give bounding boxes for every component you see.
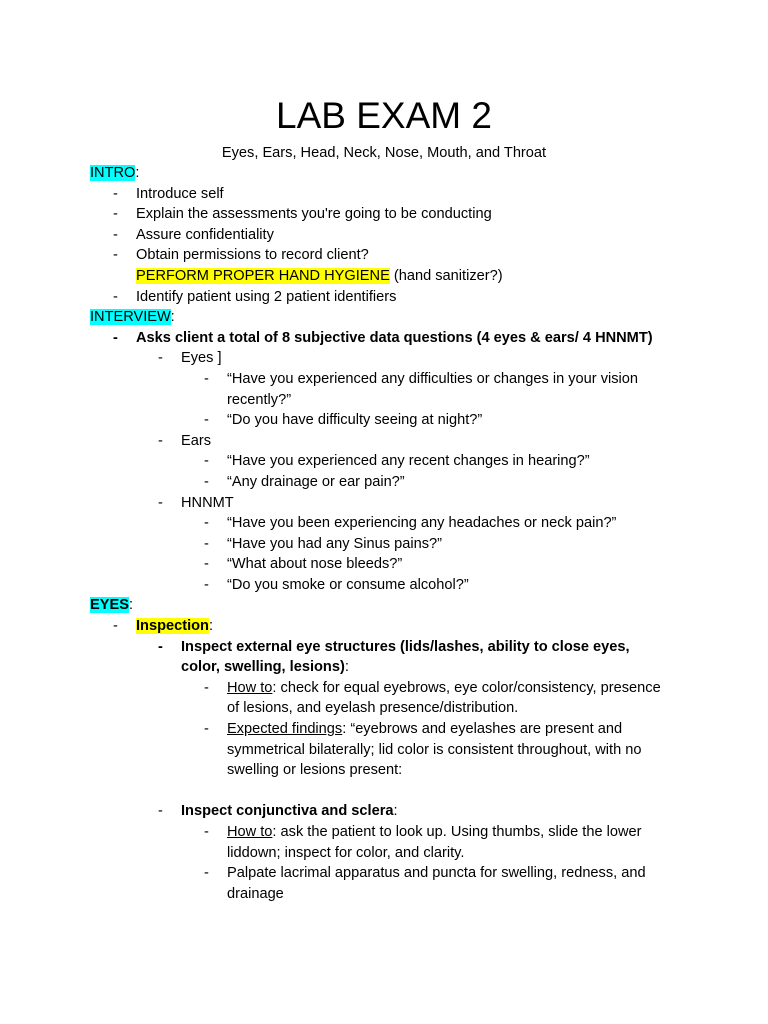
bullet-dash: - (204, 576, 209, 593)
expected-findings-label: Expected findings (227, 721, 343, 738)
list-item: - Ears (0, 431, 768, 452)
list-item: - HNNMT (0, 493, 768, 514)
bullet-dash: - (204, 453, 209, 470)
list-item-continuation: swelling or lesions present: (227, 762, 403, 779)
list-item: - Expected findings: “eyebrows and eyelashes are present and (0, 719, 768, 740)
bullet-dash: - (204, 679, 209, 696)
document-title: LAB EXAM 2 (276, 95, 492, 136)
document-subtitle: Eyes, Ears, Head, Neck, Nose, Mouth, and Throat (221, 145, 547, 161)
bullet-dash: - (158, 494, 163, 511)
list-item: - Inspect conjunctiva and sclera: (0, 801, 768, 822)
bullet-dash: - (113, 329, 118, 346)
bullet-dash: - (204, 370, 209, 387)
list-item-continuation: color, swelling, lesions): (181, 659, 349, 676)
bullet-dash: - (158, 638, 163, 655)
list-item-continuation: liddown; inspect for color, and clarity. (227, 844, 465, 861)
inspection-label: Inspection (136, 618, 209, 635)
bullet-dash: - (158, 350, 163, 367)
bullet-dash: - (113, 247, 118, 264)
bullet-dash: - (204, 824, 209, 840)
list-item: - “Any drainage or ear pain?” (0, 472, 768, 493)
list-item-continuation: of lesions, and eyelash presence/distribution. (227, 700, 519, 717)
list-item: - Assure confidentiality (0, 225, 768, 246)
list-item: - “Have you experienced any difficulties or changes in your vision (0, 369, 768, 390)
list-item-continuation: symmetrical bilaterally; lid color is consistent throughout, with no (227, 741, 642, 758)
list-item: - Introduce self (0, 184, 768, 205)
hand-hygiene-line: PERFORM PROPER HAND HYGIENE (hand sanitizer?) (136, 267, 503, 284)
interview-heading: INTERVIEW (90, 309, 171, 326)
list-item: - Palpate lacrimal apparatus and puncta for swelling, redness, and (0, 863, 768, 884)
interview-heading-line: INTERVIEW: (90, 309, 175, 326)
how-to-label: How to (227, 824, 273, 840)
list-item: - How to: check for equal eyebrows, eye color/consistency, presence (0, 678, 768, 699)
list-item: - “Have you had any Sinus pains?” (0, 534, 768, 555)
list-item: - “Do you smoke or consume alcohol?” (0, 575, 768, 596)
list-item: - Asks client a total of 8 subjective data questions (4 eyes & ears/ 4 HNNMT) (0, 328, 768, 349)
bullet-dash: - (113, 288, 118, 305)
list-item: - “Do you have difficulty seeing at night?” (0, 410, 768, 431)
list-item: - Inspect external eye structures (lids/lashes, ability to close eyes, (0, 637, 768, 658)
list-item: - “Have you been experiencing any headaches or neck pain?” (0, 513, 768, 534)
bullet-dash: - (204, 535, 209, 552)
list-item: - Inspection: (0, 616, 768, 637)
bullet-dash: - (204, 556, 209, 573)
eyes-heading-line: EYES: (90, 597, 133, 614)
list-item-continuation: drainage (227, 885, 284, 902)
bullet-dash: - (113, 618, 118, 635)
bullet-dash: - (158, 803, 163, 820)
bullet-dash: - (113, 226, 118, 243)
intro-heading: INTRO (90, 165, 136, 181)
eyes-heading: EYES (90, 597, 129, 614)
bullet-dash: - (113, 206, 118, 223)
list-item-continuation: recently?” (227, 391, 292, 408)
bullet-dash: - (204, 865, 209, 882)
how-to-label: How to (227, 679, 273, 696)
list-item: - Eyes ] (0, 348, 768, 369)
list-item: - Obtain permissions to record client? (0, 245, 768, 266)
list-item: - Explain the assessments you're going to be conducting (0, 204, 768, 225)
list-item: - “What about nose bleeds?” (0, 554, 768, 575)
bullet-dash: - (158, 432, 163, 449)
bullet-dash: - (204, 473, 209, 490)
list-item: - How to: ask the patient to look up. Using thumbs, slide the lower (0, 822, 768, 843)
list-item: - Identify patient using 2 patient identifiers (0, 287, 768, 308)
list-item: - “Have you experienced any recent changes in hearing?” (0, 451, 768, 472)
bullet-dash: - (204, 721, 209, 738)
bullet-dash: - (113, 185, 118, 202)
hand-hygiene-highlight: PERFORM PROPER HAND HYGIENE (136, 267, 390, 284)
bullet-dash: - (204, 515, 209, 532)
blank-line (0, 781, 768, 802)
bullet-dash: - (204, 412, 209, 429)
intro-heading-line: INTRO: (90, 165, 140, 181)
document-body (0, 163, 768, 904)
